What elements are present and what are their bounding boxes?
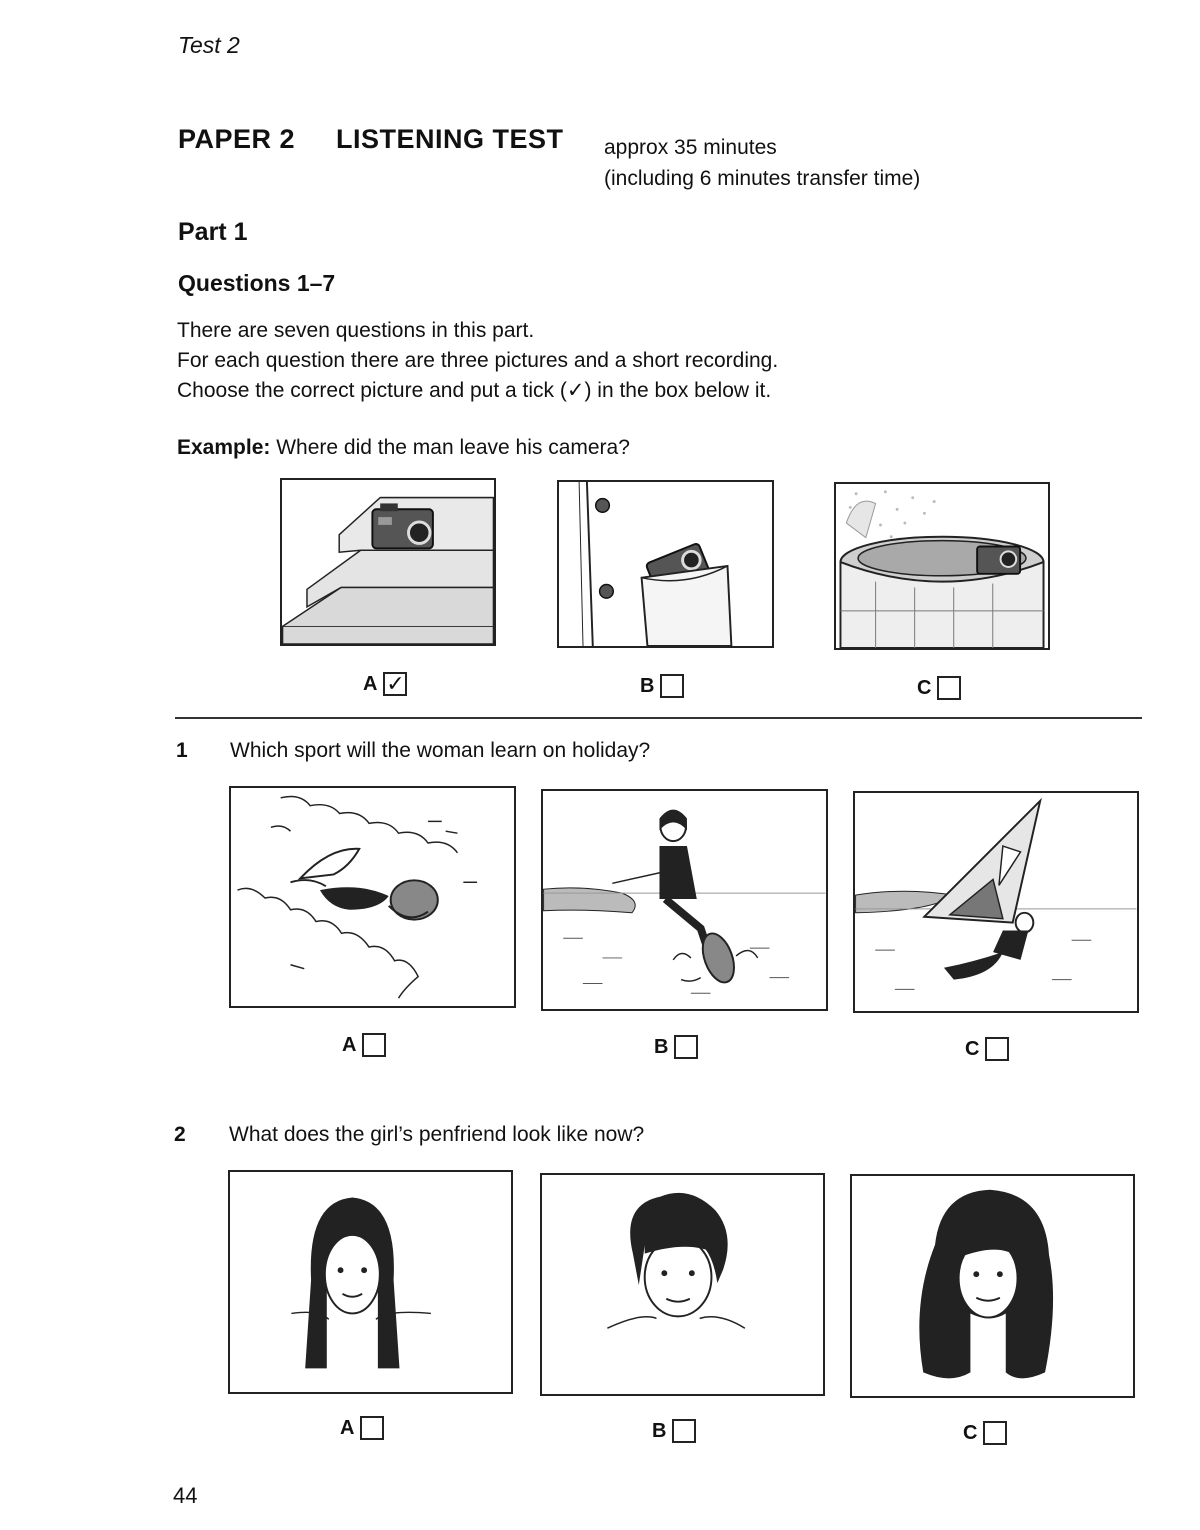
long-curly-hair-portrait <box>852 1176 1133 1396</box>
example-question: Where did the man leave his camera? <box>276 436 630 459</box>
q2-picture-b[interactable] <box>540 1173 825 1396</box>
option-letter: A <box>342 1033 357 1056</box>
option-letter: C <box>965 1037 980 1060</box>
answer-checkbox[interactable]: ✓ <box>383 672 407 696</box>
paper-title: PAPER 2 <box>178 124 296 154</box>
answer-checkbox[interactable] <box>672 1419 696 1443</box>
option-letter: B <box>654 1035 669 1058</box>
example-picture-c[interactable] <box>834 482 1050 650</box>
running-head: Test 2 <box>178 32 240 58</box>
example-picture-a[interactable] <box>280 478 496 646</box>
page-number: 44 <box>173 1483 198 1508</box>
option-letter: B <box>652 1419 667 1442</box>
timing-line-1: approx 35 minutes <box>604 136 777 159</box>
q2-option-b <box>652 1419 696 1443</box>
answer-checkbox[interactable] <box>937 676 961 700</box>
option-letter: C <box>963 1421 978 1444</box>
example-option-b <box>640 674 684 698</box>
timing-note <box>604 132 920 194</box>
question-number: 2 <box>174 1123 186 1146</box>
q2-option-c <box>963 1421 1007 1445</box>
timing-line-2: (including 6 minutes transfer time) <box>604 167 921 190</box>
part-title: Part 1 <box>178 218 248 246</box>
questions-range: Questions 1–7 <box>178 270 336 296</box>
camera-on-steps-illustration <box>282 480 494 644</box>
example-option-c <box>917 676 961 700</box>
q1-picture-a[interactable] <box>229 786 516 1008</box>
option-letter: A <box>363 672 378 695</box>
q1-option-a <box>342 1033 386 1057</box>
swimming-illustration <box>231 788 514 1006</box>
camera-on-fountain-illustration <box>836 484 1048 648</box>
option-letter: A <box>340 1416 355 1439</box>
example-label: Example: <box>177 436 271 459</box>
q1-option-b <box>654 1035 698 1059</box>
q1-option-c <box>965 1037 1009 1061</box>
example-option-a <box>363 672 407 696</box>
instruction-line: Choose the correct picture and put a tick (✓) in the box below it. <box>177 379 772 402</box>
example-picture-b[interactable] <box>557 480 774 648</box>
question-text: Which sport will the woman learn on holiday? <box>230 739 651 762</box>
example-prompt <box>177 436 630 460</box>
answer-checkbox[interactable] <box>362 1033 386 1057</box>
answer-checkbox[interactable] <box>983 1421 1007 1445</box>
q1-picture-c[interactable] <box>853 791 1139 1013</box>
section-title: LISTENING TEST <box>336 124 564 154</box>
option-letter: B <box>640 674 655 697</box>
windsurfing-illustration <box>855 793 1137 1011</box>
instruction-line: For each question there are three pictures and a short recording. <box>177 349 779 372</box>
question-number: 1 <box>176 739 188 762</box>
camera-icon <box>977 546 1020 573</box>
long-straight-hair-portrait <box>230 1172 511 1392</box>
section-divider <box>175 717 1142 719</box>
camera-in-pocket-illustration <box>559 482 772 646</box>
q2-picture-c[interactable] <box>850 1174 1135 1398</box>
instruction-line: There are seven questions in this part. <box>177 319 535 342</box>
option-letter: C <box>917 676 932 699</box>
instructions <box>177 316 778 406</box>
answer-checkbox[interactable] <box>360 1416 384 1440</box>
answer-checkbox[interactable] <box>985 1037 1009 1061</box>
answer-checkbox[interactable] <box>674 1035 698 1059</box>
q2-picture-a[interactable] <box>228 1170 513 1394</box>
question-text: What does the girl’s penfriend look like now? <box>229 1123 645 1146</box>
camera-icon <box>372 503 433 548</box>
short-curly-hair-portrait <box>542 1175 823 1394</box>
answer-checkbox[interactable] <box>660 674 684 698</box>
q1-picture-b[interactable] <box>541 789 828 1011</box>
water-skiing-illustration <box>543 791 826 1009</box>
q2-option-a <box>340 1416 384 1440</box>
